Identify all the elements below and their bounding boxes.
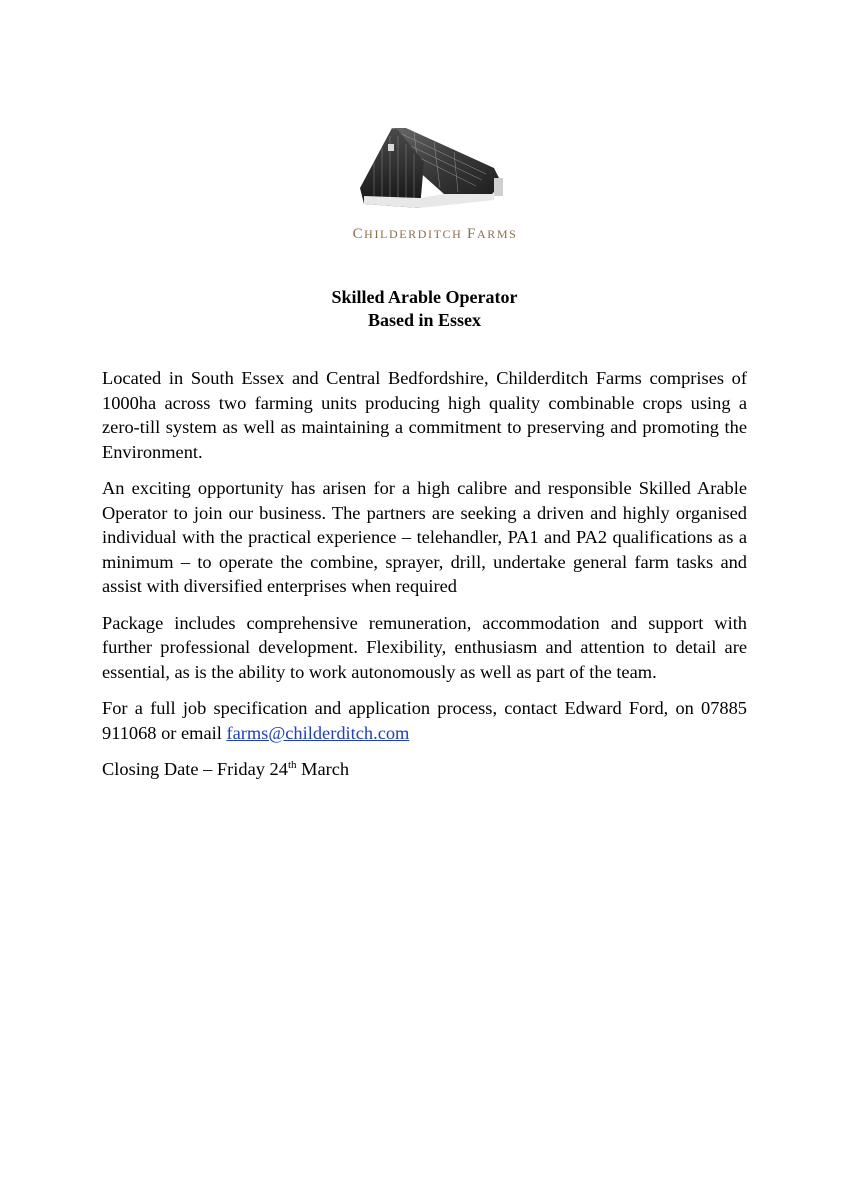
job-heading	[0, 286, 849, 332]
company-name: CHILDERDITCH FARMS	[352, 226, 518, 242]
paragraph-opportunity: An exciting opportunity has arisen for a high calibre and responsible Skilled Arable Operator to join our business. The partners are seeking a driven and highly organised individual with the practical experience – telehandler, PA1 and PA2 qualifications as a minimum – to operate the combine, sprayer, drill, undertake general farm tasks and assist with diversified enterprises when required	[102, 478, 747, 596]
barn-icon	[354, 122, 514, 222]
closing-date: Closing Date – Friday 24th March	[102, 759, 350, 779]
job-location: Based in Essex	[367, 310, 482, 330]
company-logo	[340, 122, 530, 252]
email-link[interactable]: farms@childerditch.com	[226, 722, 410, 743]
contact-text: For a full job specification and application process, contact Edward Ford, on 07885 911068 or email	[102, 698, 747, 743]
job-title: Skilled Arable Operator	[331, 287, 518, 307]
paragraph-contact	[102, 696, 747, 745]
job-description	[102, 366, 747, 794]
paragraph-company: Located in South Essex and Central Bedfordshire, Childerditch Farms comprises of 1000ha across two farming units producing high quality combinable crops using a zero-till system as well as maintaining a commitment to preserving and promoting the Environment.	[102, 368, 747, 462]
paragraph-package: Package includes comprehensive remuneration, accommodation and support with further professional development. Flexibility, enthusiasm and attention to detail are essential, as is the ability to work autonomously as well as part of the team.	[102, 612, 747, 682]
